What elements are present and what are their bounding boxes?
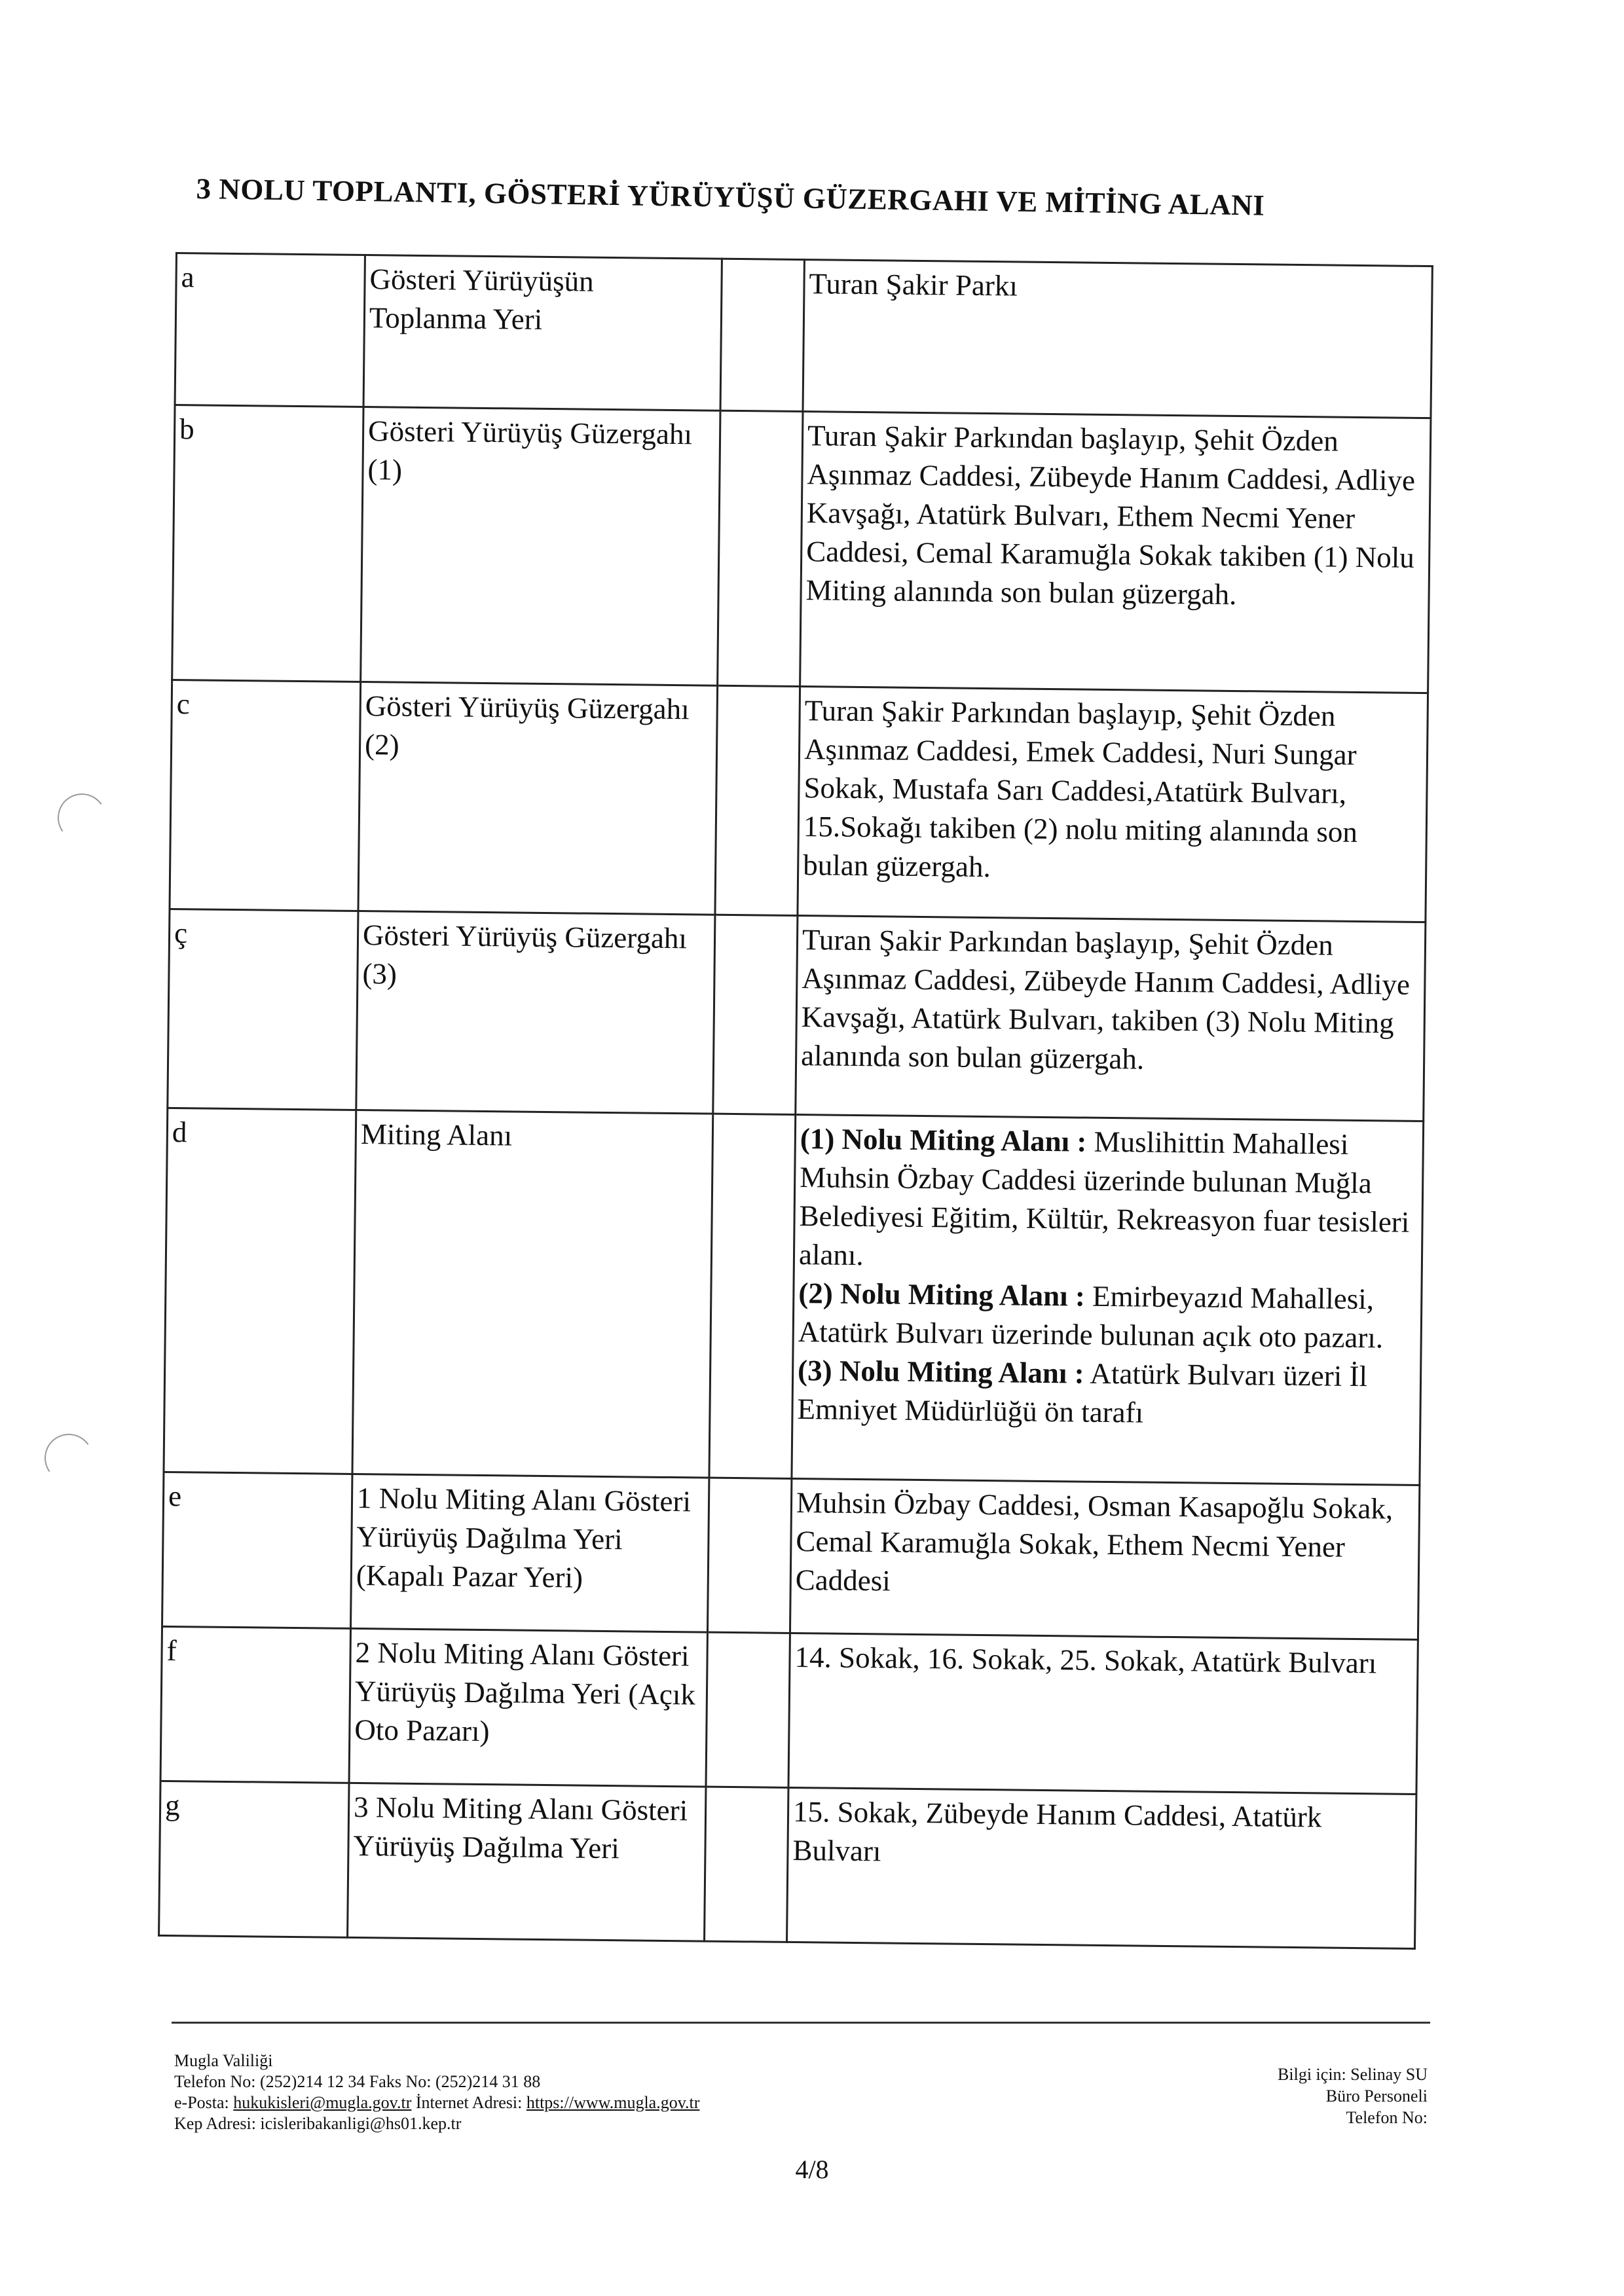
info-phone: Telefon No: (1346, 2108, 1428, 2127)
email-label: e-Posta: (174, 2093, 234, 2112)
row-label: Miting Alanı (352, 1110, 713, 1478)
row-label: 2 Nolu Miting Alanı Gösteri Yürüyüş Dağılma Yeri (Açık Oto Pazarı) (349, 1628, 707, 1787)
empty-cell (720, 259, 804, 411)
miting-area-3-title: (3) Nolu Miting Alanı : (797, 1354, 1084, 1390)
row-description (792, 1114, 1424, 1485)
row-description: 14. Sokak, 16. Sokak, 25. Sokak, Atatürk Bulvarı (788, 1633, 1418, 1794)
miting-area-2 (798, 1274, 1416, 1358)
row-label: Gösteri Yürüyüş Güzergahı (1) (361, 407, 720, 686)
row-label: Gösteri Yürüyüş Güzergahı (2) (358, 682, 718, 915)
table-row-a (175, 253, 1432, 418)
table-row-e (162, 1472, 1420, 1639)
table-row-f (160, 1626, 1418, 1794)
miting-area-3 (797, 1351, 1416, 1435)
footer-kep: Kep Adresi: icisleribakanligi@hs01.kep.tr (174, 2114, 462, 2133)
footer-org: Mugla Valiliği (174, 2051, 273, 2070)
row-description: 15. Sokak, Zübeyde Hanım Caddesi, Atatürk Bulvarı (787, 1787, 1416, 1948)
empty-cell (713, 915, 798, 1114)
row-description: Turan Şakir Parkından başlayıp, Şehit Özden Aşınmaz Caddesi, Zübeyde Hanım Caddesi, Adliye Kavşağı, Atatürk Bulvarı, takiben (3) Nolu Miting alanında son bulan güzergah. (796, 916, 1426, 1121)
footer-contact-block (174, 2050, 960, 2134)
row-description: Turan Şakir Parkından başlayıp, Şehit Özden Aşınmaz Caddesi, Emek Caddesi, Nuri Sungar Sokak, Mustafa Sarı Caddesi,Atatürk Bulvarı, 15.Sokağı takiben (2) nolu miting alanında son bulan güzergah. (798, 687, 1428, 922)
table-row-d (164, 1108, 1424, 1485)
row-letter: d (164, 1108, 356, 1474)
route-table-wrapper (158, 252, 1431, 1950)
footer-info-block (1113, 2064, 1428, 2128)
web-label: İnternet Adresi: (411, 2093, 526, 2112)
row-letter: a (175, 253, 365, 407)
scan-artifact-mark (41, 1430, 97, 1486)
row-letter: b (172, 405, 363, 682)
empty-cell (707, 1478, 791, 1633)
row-letter: f (160, 1626, 350, 1783)
info-role: Büro Personeli (1325, 2086, 1428, 2105)
miting-area-1 (799, 1120, 1418, 1281)
route-table (158, 252, 1433, 1950)
row-label: 1 Nolu Miting Alanı Gösteri Yürüyüş Dağılma Yeri (Kapalı Pazar Yeri) (350, 1474, 709, 1632)
empty-cell (718, 410, 803, 686)
row-letter: g (159, 1781, 349, 1937)
miting-area-3-text: Atatürk Bulvarı üzeri İl Emniyet Müdürlüğü ön tarafı (797, 1357, 1368, 1429)
miting-area-2-text: Emirbeyazıd Mahallesi, Atatürk Bulvarı üzerinde bulunan açık oto pazarı. (798, 1279, 1384, 1355)
empty-cell (705, 1787, 788, 1942)
row-letter: e (162, 1472, 352, 1628)
empty-cell (706, 1632, 790, 1787)
page-number: 4/8 (795, 2155, 829, 2184)
website-link[interactable]: https://www.mugla.gov.tr (526, 2093, 700, 2112)
row-letter: ç (168, 909, 358, 1110)
footer-phone-fax: Telefon No: (252)214 12 34 Faks No: (252)214 31 88 (174, 2072, 541, 2091)
empty-cell (715, 685, 800, 915)
table-row-b (172, 405, 1431, 693)
table-row-g (159, 1781, 1416, 1948)
row-label: Gösteri Yürüyüşün Toplanma Yeri (363, 255, 722, 411)
table-row-c-cedilla (168, 909, 1426, 1121)
page-title: 3 NOLU TOPLANTI, GÖSTERİ YÜRÜYÜŞÜ GÜZERGAHI VE MİTİNG ALANI (196, 172, 1265, 222)
miting-area-2-title: (2) Nolu Miting Alanı : (798, 1277, 1086, 1313)
row-description: Muhsin Özbay Caddesi, Osman Kasapoğlu Sokak, Cemal Karamuğla Sokak, Ethem Necmi Yener Caddesi (790, 1478, 1419, 1639)
scan-artifact-mark (54, 790, 110, 846)
miting-area-1-text: Muslihittin Mahallesi Muhsin Özbay Caddesi üzerinde bulunan Muğla Belediyesi Eğitim, Kültür, Rekreasyon fuar tesisleri alanı. (798, 1125, 1410, 1272)
row-label: Gösteri Yürüyüş Güzergahı (3) (356, 911, 715, 1114)
footer-divider (172, 2022, 1430, 2024)
footer-email-web (174, 2092, 960, 2113)
empty-cell (709, 1114, 796, 1478)
row-description: Turan Şakir Parkı (803, 260, 1432, 418)
row-label: 3 Nolu Miting Alanı Gösteri Yürüyüş Dağılma Yeri (348, 1783, 706, 1941)
miting-area-1-title: (1) Nolu Miting Alanı : (800, 1122, 1087, 1158)
table-row-c (170, 680, 1428, 922)
email-link[interactable]: hukukisleri@mugla.gov.tr (233, 2093, 412, 2112)
info-contact: Bilgi için: Selinay SU (1278, 2065, 1428, 2084)
row-letter: c (170, 680, 361, 911)
row-description: Turan Şakir Parkından başlayıp, Şehit Özden Aşınmaz Caddesi, Zübeyde Hanım Caddesi, Adliye Kavşağı, Atatürk Bulvarı, Ethem Necmi Yener Caddesi, Cemal Karamuğla Sokak takiben (1) Nolu Miting alanında son bulan güzergah. (800, 412, 1431, 693)
